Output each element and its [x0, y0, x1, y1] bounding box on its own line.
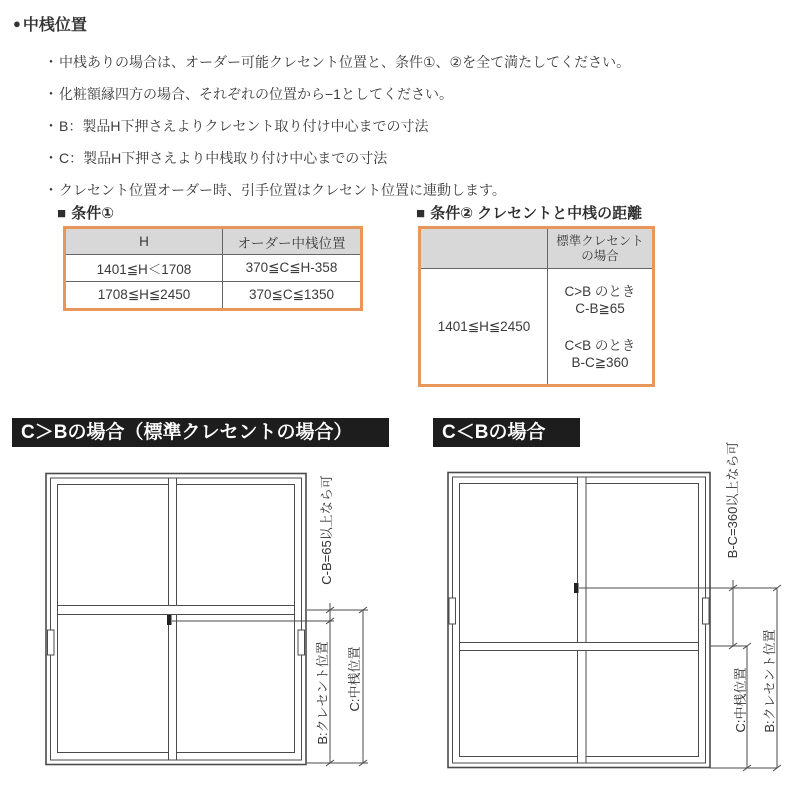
diagram-right-window-drawing: [405, 418, 800, 800]
dot-bullet-icon: ・: [44, 86, 58, 102]
note-line: [44, 46, 630, 78]
table-header-row: [421, 229, 652, 268]
page-title-text: 中桟位置: [22, 17, 87, 34]
page-title: [13, 12, 87, 35]
table-cell: 1401≦H＜1708: [66, 255, 223, 281]
notes-list: [44, 46, 630, 206]
crescent-position-label: B:クレセント位置: [762, 629, 777, 733]
table-header-row: [66, 229, 360, 254]
middle-rail: [460, 643, 699, 651]
square-marker-icon: ■: [416, 205, 426, 222]
column-header-empty: [421, 229, 548, 268]
note-text: 化粧額縁四方の場合、それぞれの位置から−1としてください。: [59, 86, 453, 102]
dot-bullet-icon: ・: [44, 150, 58, 166]
note-text: クレセント位置オーダー時、引手位置はクレセント位置に連動します。: [59, 182, 506, 198]
condition-text: C<B のとき: [564, 337, 636, 353]
table-row: [66, 281, 360, 308]
handle-right: [298, 630, 305, 655]
handle-right: [703, 598, 710, 624]
rail-position-label: C:中桟位置: [733, 667, 748, 733]
gap-dimension-label: B-C=360以上なら可: [725, 441, 740, 559]
square-marker-icon: ■: [57, 205, 67, 222]
dot-bullet-icon: ・: [44, 54, 58, 70]
condition-text: C-B≧65: [575, 300, 625, 316]
crescent-position-label: B:クレセント位置: [315, 641, 330, 745]
condition1-table: [63, 226, 363, 311]
column-header: H: [66, 229, 223, 254]
note-text: B：製品H下押さえよりクレセント取り付け中心までの寸法: [59, 118, 429, 134]
note-text: 中桟ありの場合は、オーダー可能クレセント位置と、条件①、②を全て満たしてください。: [59, 54, 631, 70]
center-stile: [578, 477, 587, 763]
table-row: [421, 268, 652, 384]
rail-position-label: C:中桟位置: [347, 646, 362, 712]
handle-left: [48, 630, 55, 655]
condition1-heading-text: 条件①: [71, 205, 114, 222]
condition2-heading-text: 条件② クレセントと中桟の距離: [430, 205, 643, 222]
note-line: [44, 110, 630, 142]
note-text: C：製品H下押さえより中桟取り付け中心までの寸法: [59, 150, 388, 166]
table-cell: 370≦C≦1350: [249, 287, 334, 302]
diagram-right-title-bar: C＜Bの場合: [433, 418, 580, 447]
table-row: [66, 254, 360, 281]
diagram-left-window-drawing: [0, 450, 400, 800]
diagram-left-title-bar: C＞Bの場合（標準クレセントの場合）: [12, 418, 389, 447]
note-line: [44, 142, 630, 174]
crescent-lock-icon: [167, 615, 172, 625]
dot-bullet-icon: ・: [44, 182, 58, 198]
table-cell: 370≦C≦H-358: [245, 260, 338, 275]
table-cell: 1708≦H≦2450: [66, 282, 223, 308]
condition2-table: [418, 226, 655, 387]
column-header: オーダー中桟位置: [237, 235, 346, 251]
condition-text: B-C≧360: [571, 354, 629, 370]
crescent-lock-icon: [574, 583, 579, 593]
middle-rail: [58, 606, 295, 615]
dot-bullet-icon: ・: [44, 118, 58, 134]
table-cell: 1401≦H≦2450: [421, 269, 548, 384]
handle-left: [449, 598, 456, 624]
header-line: の場合: [581, 248, 619, 263]
circle-bullet-icon: ●: [13, 16, 21, 31]
condition2-heading: [416, 202, 642, 223]
table-cell: [548, 269, 652, 384]
column-header: [548, 229, 652, 268]
condition-text: C>B のとき: [564, 283, 636, 299]
gap-dimension-label: C-B=65以上なら可: [319, 475, 334, 585]
note-line: [44, 78, 630, 110]
header-line: 標準クレセント: [556, 233, 644, 248]
condition1-heading: [57, 202, 114, 223]
